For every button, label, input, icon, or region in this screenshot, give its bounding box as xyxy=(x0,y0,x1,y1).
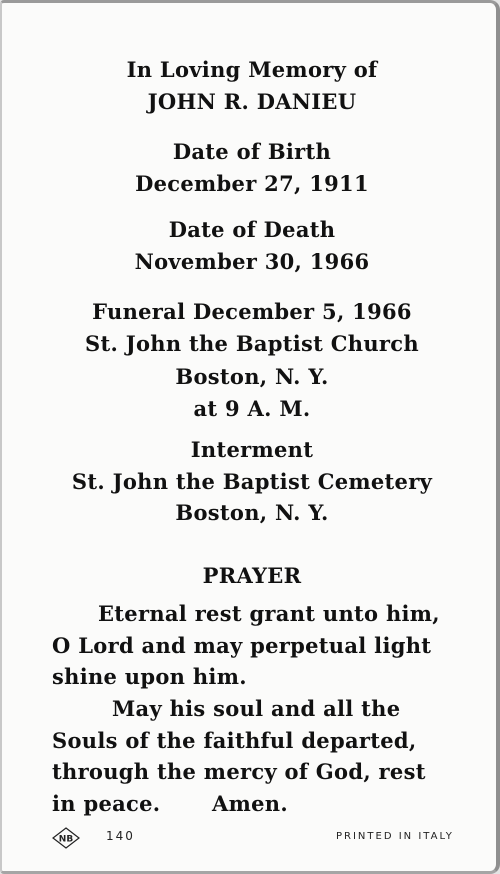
death-date: November 30, 1966 xyxy=(134,249,370,274)
publisher-logo-icon xyxy=(52,827,80,849)
birth-date: December 27, 1911 xyxy=(135,171,369,196)
prayer-title: PRAYER xyxy=(202,563,302,588)
prayer-line: in peace. xyxy=(52,791,161,816)
prayer-line: O Lord and may perpetual light xyxy=(52,633,432,658)
funeral-time: at 9 A. M. xyxy=(193,396,311,421)
birth-label: Date of Birth xyxy=(172,139,332,164)
interment-label: Interment xyxy=(190,437,314,462)
publisher-logo-text: NB xyxy=(58,834,74,845)
prayer-line: May his soul and all the xyxy=(112,696,401,721)
prayer-line: shine upon him. xyxy=(52,664,247,689)
memorial-heading: In Loving Memory of xyxy=(126,57,378,82)
funeral-date: Funeral December 5, 1966 xyxy=(92,299,412,324)
prayer-line: through the mercy of God, rest xyxy=(52,759,426,784)
prayer-line: Souls of the faithful departed, xyxy=(52,728,417,753)
deceased-name: JOHN R. DANIEU xyxy=(147,89,357,114)
interment-cemetery: St. John the Baptist Cemetery xyxy=(71,469,433,494)
printed-in-italy: PRINTED IN ITALY xyxy=(336,831,454,842)
card-number: 140 xyxy=(106,829,135,843)
interment-location: Boston, N. Y. xyxy=(175,500,329,525)
death-label: Date of Death xyxy=(168,217,336,242)
funeral-church: St. John the Baptist Church xyxy=(85,331,419,356)
funeral-location: Boston, N. Y. xyxy=(175,364,329,389)
prayer-amen: Amen. xyxy=(212,791,288,816)
prayer-line: Eternal rest grant unto him, xyxy=(98,601,440,626)
